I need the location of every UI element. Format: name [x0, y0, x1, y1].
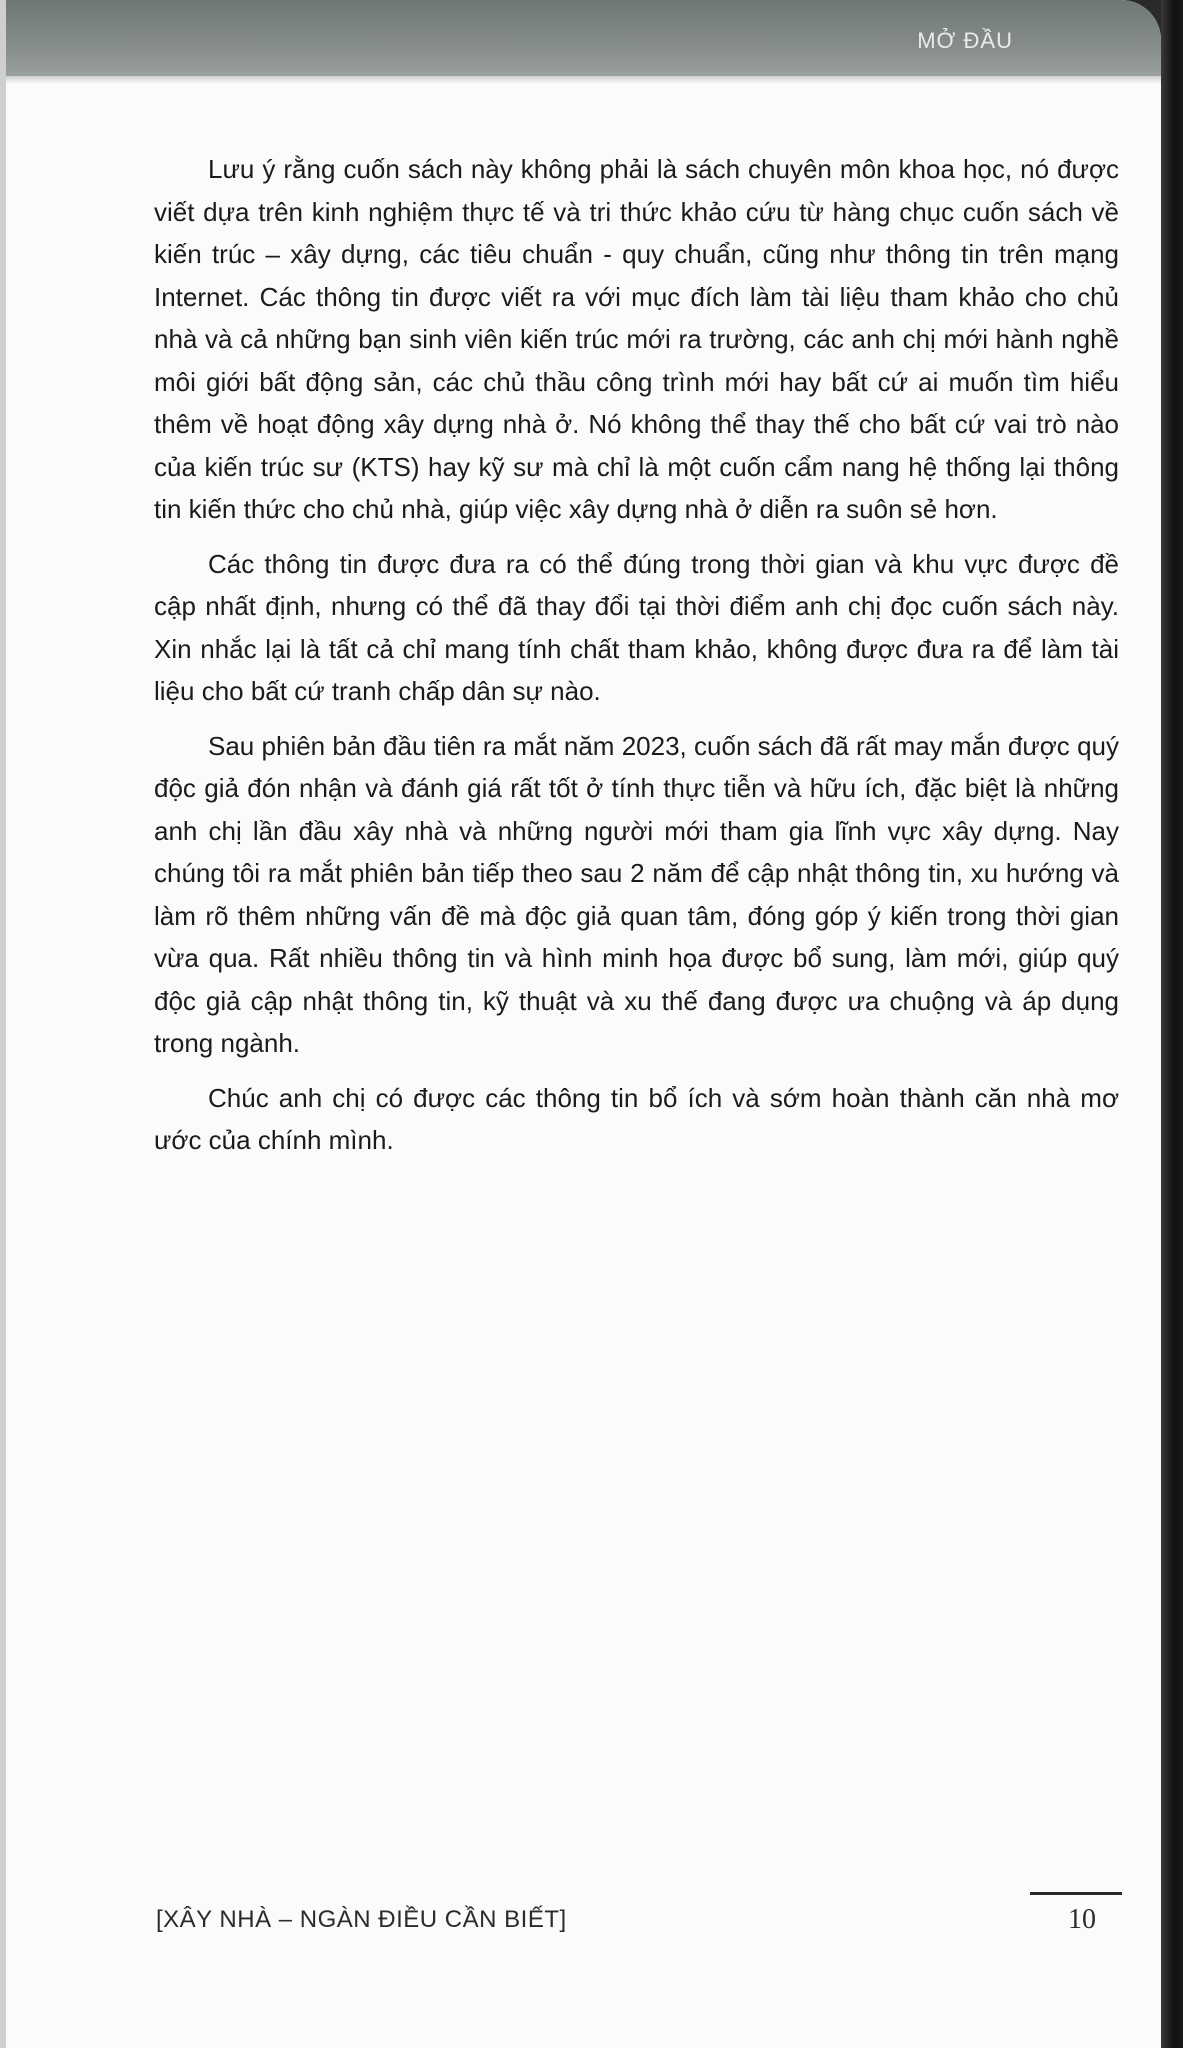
footer-book-title: [XÂY NHÀ – NGÀN ĐIỀU CẦN BIẾT]: [156, 1906, 567, 1933]
section-title: MỞ ĐẦU: [917, 28, 1013, 53]
paragraph-3: Sau phiên bản đầu tiên ra mắt năm 2023, cuốn sách đã rất may mắn được quý độc giả đón nhận và đánh giá rất tốt ở tính thực tiễn và hữu ích, đặc biệt là những anh chị lần đầu xây nhà và những người mới tham gia lĩnh vực xây dựng. Nay chúng tôi ra mắt phiên bản tiếp theo sau 2 năm để cập nhật thông tin, xu hướng và làm rõ thêm những vấn đề mà độc giả quan tâm, đóng góp ý kiến trong thời gian vừa qua. Rất nhiều thông tin và hình minh họa được bổ sung, làm mới, giúp quý độc giả cập nhật thông tin, kỹ thuật và xu thế đang được ưa chuộng và áp dụng trong ngành.: [154, 730, 1119, 1058]
book-page: [6, 0, 1161, 2048]
paragraph-1: Lưu ý rằng cuốn sách này không phải là sách chuyên môn khoa học, nó được viết dựa trên kinh nghiệm thực tế và tri thức khảo cứu từ hàng chục cuốn sách về kiến trúc – xây dựng, các tiêu chuẩn - quy chuẩn, cũng như thông tin trên mạng Internet. Các thông tin được viết ra với mục đích làm tài liệu tham khảo cho chủ nhà và cả những bạn sinh viên kiến trúc mới ra trường, các anh chị mới hành nghề môi giới bất động sản, các chủ thầu công trình mới hay bất cứ ai muốn tìm hiểu thêm về hoạt động xây dựng nhà ở. Nó không thể thay thế cho bất cứ vai trò nào của kiến trúc sư (KTS) hay kỹ sư mà chỉ là một cuốn cẩm nang hệ thống lại thông tin kiến thức cho chủ nhà, giúp việc xây dựng nhà ở diễn ra suôn sẻ hơn.: [154, 154, 1119, 524]
body-text: [154, 148, 1119, 1174]
paragraph-4: Chúc anh chị có được các thông tin bổ ích và sớm hoàn thành căn nhà mơ ước của chính mình.: [154, 1082, 1119, 1155]
page-edge-right: [1161, 0, 1183, 2048]
header-band: [6, 0, 1161, 76]
footer-rule: [1030, 1892, 1122, 1895]
paragraph-2: Các thông tin được đưa ra có thể đúng trong thời gian và khu vực được đề cập nhất định, nhưng có thể đã thay đổi tại thời điểm anh chị đọc cuốn sách này. Xin nhắc lại là tất cả chỉ mang tính chất tham khảo, không được đưa ra để làm tài liệu cho bất cứ tranh chấp dân sự nào.: [154, 548, 1119, 706]
page-number: 10: [1068, 1904, 1096, 1935]
